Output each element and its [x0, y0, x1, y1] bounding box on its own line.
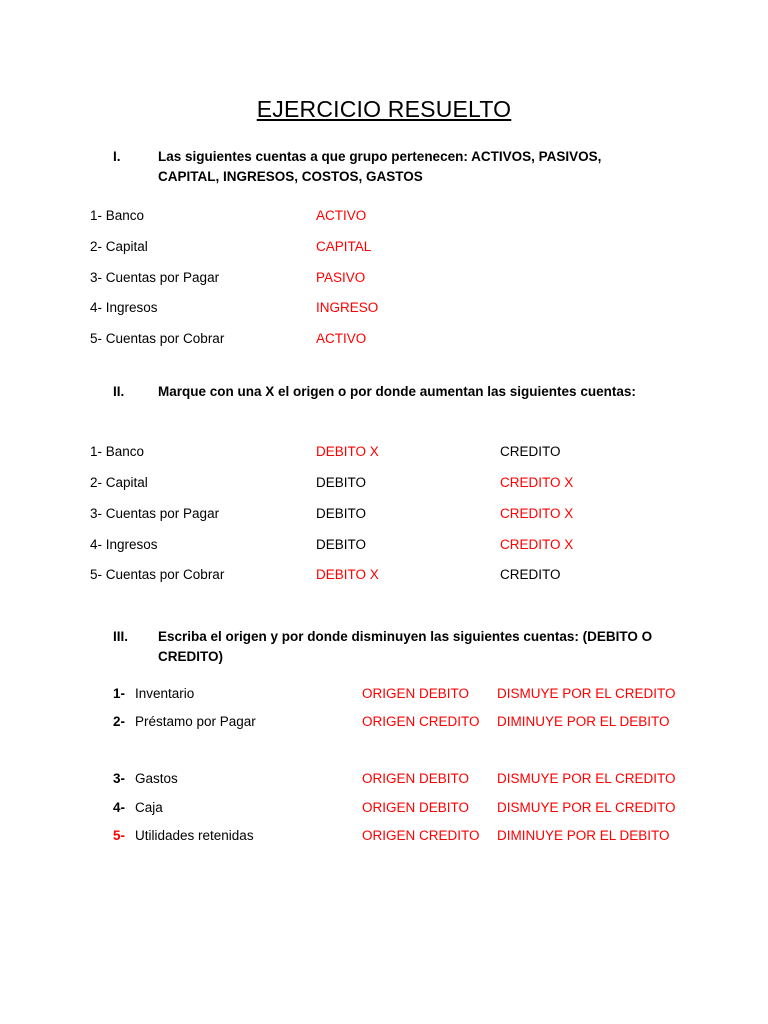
s1-row-2-label: 2- Capital: [90, 239, 148, 254]
s3-row-3-origin: ORIGEN DEBITO: [362, 771, 470, 786]
s2-row-3-label: 3- Cuentas por Pagar: [90, 506, 220, 521]
s3-row-2-label: Préstamo por Pagar: [135, 714, 256, 729]
s3-row-1-origin: ORIGEN DEBITO: [362, 686, 470, 701]
s1-row-2-answer: CAPITAL: [316, 239, 372, 254]
s3-row-5-decrease: DIMINUYE POR EL DEBITO: [497, 828, 670, 843]
s2-row-2-credit: CREDITO X: [500, 475, 574, 490]
s3-row-2-decrease: DIMINUYE POR EL DEBITO: [497, 714, 670, 729]
s3-row-3-num: 3-: [113, 771, 126, 786]
s2-row-5-label: 5- Cuentas por Cobrar: [90, 567, 225, 582]
s2-row-3-credit: CREDITO X: [500, 506, 574, 521]
s1-row-3-answer: PASIVO: [316, 270, 366, 285]
s3-row-1-label: Inventario: [135, 686, 195, 701]
section-3-numeral: III.: [113, 629, 129, 644]
s3-row-4-origin: ORIGEN DEBITO: [362, 800, 470, 815]
section-2-instruction: Marque con una X el origen o por donde aumentan las siguientes cuentas:: [158, 384, 636, 399]
s2-row-3-debit: DEBITO: [316, 506, 367, 521]
s3-row-3-decrease: DISMUYE POR EL CREDITO: [497, 771, 676, 786]
s1-row-5-label: 5- Cuentas por Cobrar: [90, 331, 225, 346]
page-title: EJERCICIO RESUELTO: [256, 96, 512, 122]
section-1-instruction: Las siguientes cuentas a que grupo pertenecen: ACTIVOS, PASIVOS, CAPITAL, INGRESOS, COSTOS, GASTOS: [158, 149, 602, 184]
section-3-instruction: Escriba el origen y por donde disminuyen las siguientes cuentas: (DEBITO O CREDITO): [158, 629, 653, 664]
s2-row-4-credit: CREDITO X: [500, 537, 574, 552]
s2-row-5-credit: CREDITO: [500, 567, 561, 582]
s1-row-1-answer: ACTIVO: [316, 208, 367, 223]
s3-row-3-label: Gastos: [135, 771, 178, 786]
s3-row-5-num: 5-: [113, 828, 126, 843]
s3-row-4-num: 4-: [113, 800, 126, 815]
s1-row-5-answer: ACTIVO: [316, 331, 367, 346]
s2-row-4-debit: DEBITO: [316, 537, 367, 552]
s3-row-2-origin: ORIGEN CREDITO: [362, 714, 480, 729]
section-1-numeral: I.: [113, 149, 121, 164]
s3-row-1-decrease: DISMUYE POR EL CREDITO: [497, 686, 676, 701]
s3-row-5-label: Utilidades retenidas: [135, 828, 254, 843]
s3-row-4-label: Caja: [135, 800, 163, 815]
s1-row-4-label: 4- Ingresos: [90, 300, 158, 315]
s2-row-1-debit: DEBITO X: [316, 444, 379, 459]
s2-row-4-label: 4- Ingresos: [90, 537, 158, 552]
s2-row-2-label: 2- Capital: [90, 475, 148, 490]
s2-row-1-credit: CREDITO: [500, 444, 561, 459]
s1-row-1-label: 1- Banco: [90, 208, 145, 223]
s1-row-3-label: 3- Cuentas por Pagar: [90, 270, 220, 285]
s3-row-2-num: 2-: [113, 714, 126, 729]
s3-row-4-decrease: DISMUYE POR EL CREDITO: [497, 800, 676, 815]
s3-row-1-num: 1-: [113, 686, 126, 701]
s2-row-1-label: 1- Banco: [90, 444, 145, 459]
s3-row-5-origin: ORIGEN CREDITO: [362, 828, 480, 843]
s1-row-4-answer: INGRESO: [316, 300, 379, 315]
s2-row-5-debit: DEBITO X: [316, 567, 379, 582]
section-2-numeral: II.: [113, 384, 125, 399]
s2-row-2-debit: DEBITO: [316, 475, 367, 490]
